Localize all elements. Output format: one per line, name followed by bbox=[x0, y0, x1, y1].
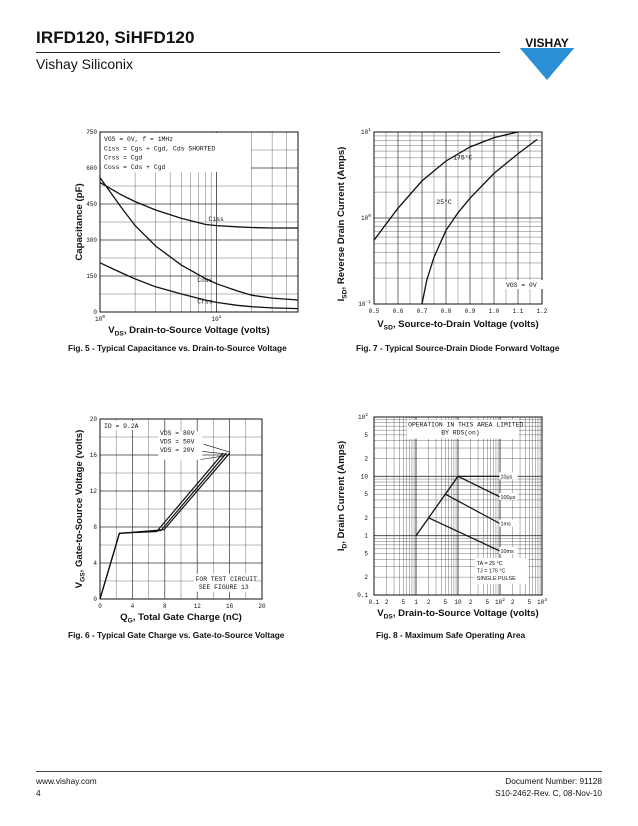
annotation: VDS = 50V bbox=[159, 438, 195, 446]
leader-line bbox=[200, 456, 223, 460]
legend-line: Crss = Cgd bbox=[104, 154, 143, 162]
y-tick-label: $10^2$ bbox=[358, 413, 368, 421]
legend-line: VGS = 0V, f = 1MHz bbox=[104, 136, 174, 143]
y-tick-label: 16 bbox=[89, 452, 97, 459]
x-tick-label: 1.0 bbox=[488, 308, 500, 315]
annotation: FOR TEST CIRCUIT bbox=[195, 575, 257, 583]
x-tick-label: 5 bbox=[527, 599, 532, 606]
y-tick-label: 0 bbox=[93, 309, 97, 316]
y-tick-label: 1 bbox=[364, 532, 368, 540]
leader-line bbox=[204, 444, 231, 452]
series-label: Coss bbox=[197, 277, 213, 284]
x-tick-label: 5 bbox=[401, 599, 406, 606]
condition-text: TJ = 175 °C bbox=[476, 568, 506, 575]
annotation: VDS = 80V bbox=[159, 430, 195, 438]
y-tick-label: 10 bbox=[360, 473, 368, 481]
series-label: 175°C bbox=[453, 154, 473, 162]
footer-website: www.vishay.com bbox=[36, 776, 97, 786]
series-line bbox=[445, 494, 500, 523]
y-tick-label: $10^{-1}$ bbox=[358, 300, 371, 308]
x-tick-label: 2 bbox=[510, 599, 515, 606]
pulse-label: 10ms bbox=[500, 549, 514, 556]
leader-line bbox=[202, 451, 227, 454]
x-tick-label: 1.1 bbox=[512, 308, 524, 315]
vishay-logo bbox=[512, 36, 582, 82]
series-line bbox=[416, 476, 458, 535]
pulse-label: 1ms bbox=[500, 521, 511, 528]
x-tick-label: 1 bbox=[414, 599, 418, 606]
fig7-caption: Fig. 7 - Typical Source-Drain Diode Forward Voltage bbox=[356, 343, 560, 353]
x-tick-label: 10 bbox=[454, 599, 462, 606]
x-tick-label: 0 bbox=[98, 603, 102, 610]
y-axis-title: $I_{SD}$, Reverse Drain Current (Amps) bbox=[336, 146, 349, 302]
document-subtitle: Vishay Siliconix bbox=[36, 56, 134, 72]
y-tick-label: 12 bbox=[89, 488, 97, 495]
annotation: SEE FIGURE 13 bbox=[198, 583, 249, 591]
x-tick-label: $10^0$ bbox=[95, 315, 105, 323]
gate-charge-chart bbox=[70, 413, 300, 625]
diode-forward-voltage-chart bbox=[330, 126, 560, 338]
series-line bbox=[429, 518, 500, 551]
fig6-caption: Fig. 6 - Typical Gate Charge vs. Gate-to-Source Voltage bbox=[68, 630, 285, 640]
y-tick-label: $10^0$ bbox=[361, 214, 371, 222]
footer-page-number: 4 bbox=[36, 788, 41, 798]
series-label: 25°C bbox=[436, 199, 452, 207]
legend-line: Ciss = Cgs + Cgd, Cds SHORTED bbox=[104, 145, 216, 153]
x-tick-label: $10^1$ bbox=[211, 315, 222, 323]
y-tick-label: 2 bbox=[364, 455, 368, 463]
annotation: VGS = 0V bbox=[506, 282, 537, 290]
footer-revision: S10-2462-Rev. C, 08-Nov-10 bbox=[495, 788, 602, 798]
series-line bbox=[458, 476, 500, 497]
pulse-label: 100μs bbox=[500, 494, 516, 501]
y-axis-title: $I_D$, Drain Current (Amps) bbox=[336, 440, 349, 552]
y-tick-label: 150 bbox=[86, 273, 97, 280]
x-tick-label: 0.6 bbox=[392, 308, 404, 315]
fig5-caption: Fig. 5 - Typical Capacitance vs. Drain-to-Source Voltage bbox=[68, 343, 287, 353]
x-tick-label: 0.1 bbox=[368, 599, 380, 606]
condition-text: SINGLE PULSE bbox=[476, 576, 516, 583]
y-tick-label: 2 bbox=[364, 574, 368, 582]
x-tick-label: 0.8 bbox=[440, 308, 452, 315]
y-tick-label: 0.1 bbox=[357, 592, 368, 599]
y-tick-label: 750 bbox=[86, 129, 97, 136]
y-tick-label: 5 bbox=[364, 491, 368, 499]
x-axis-title: $Q_G$, Total Gate Charge (nC) bbox=[120, 612, 242, 625]
y-tick-label: $10^1$ bbox=[361, 128, 371, 136]
x-tick-label: 12 bbox=[193, 603, 201, 610]
y-tick-label: 8 bbox=[93, 524, 97, 531]
svg-text:VISHAY: VISHAY bbox=[525, 36, 569, 50]
x-tick-label: 2 bbox=[426, 599, 431, 606]
x-tick-label: 0.5 bbox=[368, 308, 380, 315]
x-tick-label: 4 bbox=[130, 603, 135, 610]
capacitance-chart bbox=[70, 126, 300, 338]
y-tick-label: 2 bbox=[364, 514, 368, 522]
x-tick-label: 2 bbox=[384, 599, 389, 606]
x-tick-label: 20 bbox=[258, 603, 266, 610]
x-axis-title: $V_{SD}$, Source-to-Drain Voltage (volts) bbox=[377, 319, 539, 332]
x-tick-label: 2 bbox=[468, 599, 473, 606]
annotation: BY RDS(on) bbox=[441, 429, 480, 437]
legend-line: Coss = Cds + Cgd bbox=[104, 163, 166, 171]
y-tick-label: 300 bbox=[86, 237, 97, 244]
y-axis-title: Capacitance (pF) bbox=[74, 183, 85, 261]
y-tick-label: 5 bbox=[364, 431, 368, 439]
header-rule bbox=[36, 52, 500, 53]
x-tick-label: $10^2$ bbox=[495, 598, 505, 606]
y-tick-label: 20 bbox=[89, 416, 97, 423]
annotation: OPERATION IN THIS AREA LIMITED bbox=[408, 421, 524, 429]
condition-text: TA = 25 °C bbox=[476, 561, 503, 568]
y-tick-label: 450 bbox=[86, 201, 97, 208]
y-tick-label: 5 bbox=[364, 550, 368, 558]
series-label: Crss bbox=[197, 298, 213, 306]
footer-rule bbox=[36, 771, 602, 772]
series-line bbox=[100, 182, 298, 228]
series-label: Ciss bbox=[208, 215, 224, 223]
x-tick-label: 0.7 bbox=[416, 308, 428, 315]
y-tick-label: 4 bbox=[93, 560, 97, 567]
series-line bbox=[422, 139, 537, 304]
x-axis-title: $V_{DS}$, Drain-to-Source Voltage (volts) bbox=[108, 325, 270, 338]
x-tick-label: 5 bbox=[443, 599, 448, 606]
annotation: ID = 9.2A bbox=[104, 423, 139, 430]
x-tick-label: 16 bbox=[225, 603, 234, 610]
y-axis-title: $V_{GS}$, Gate-to-Source Voltage (volts) bbox=[74, 429, 87, 589]
x-tick-label: 8 bbox=[162, 603, 167, 610]
x-tick-label: 1.2 bbox=[536, 308, 548, 315]
fig8-caption: Fig. 8 - Maximum Safe Operating Area bbox=[376, 630, 526, 640]
footer-document-number: Document Number: 91128 bbox=[505, 776, 602, 786]
y-tick-label: 0 bbox=[93, 596, 97, 603]
pulse-label: 10μs bbox=[500, 474, 513, 481]
x-tick-label: $10^3$ bbox=[537, 598, 547, 606]
y-tick-label: 600 bbox=[86, 165, 97, 172]
document-title: IRFD120, SiHFD120 bbox=[36, 28, 195, 47]
safe-operating-area-chart bbox=[330, 411, 560, 625]
x-tick-label: 5 bbox=[485, 599, 490, 606]
annotation: VDS = 20V bbox=[159, 447, 195, 454]
x-tick-label: 0.9 bbox=[464, 308, 476, 315]
x-axis-title: $V_{DS}$, Drain-to-Source Voltage (volts) bbox=[377, 608, 539, 621]
